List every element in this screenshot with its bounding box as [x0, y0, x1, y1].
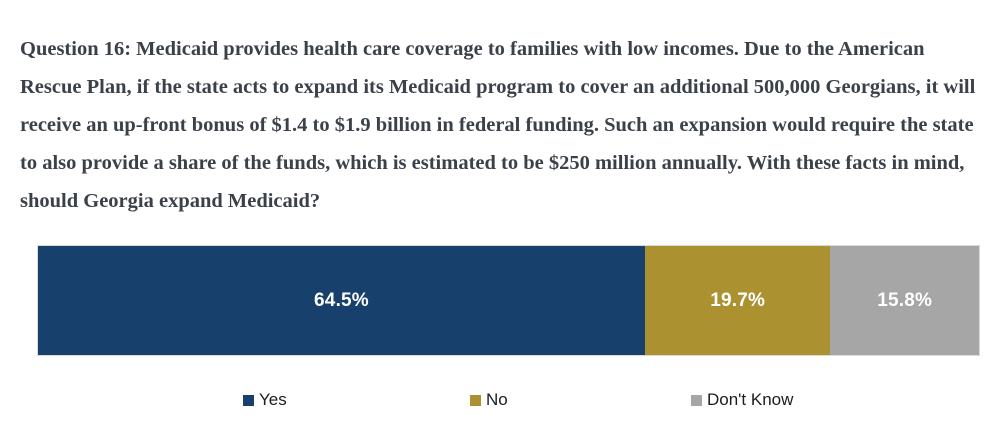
- legend-item-no: [470, 387, 508, 413]
- legend-item-dont-know: [691, 387, 793, 413]
- bar-value-label-dont-know: 15.8%: [877, 289, 933, 311]
- legend-label-yes: Yes: [259, 390, 287, 409]
- legend-item-yes: [243, 387, 287, 413]
- stacked-bar: [38, 246, 979, 355]
- bar-segment-no: [645, 246, 830, 355]
- bar-segment-yes: [38, 246, 645, 355]
- bar-value-label-no: 19.7%: [710, 289, 766, 311]
- stacked-bar-chart: [0, 230, 1000, 428]
- question-text: Question 16: Medicaid provides health care coverage to families with low incomes. Due to the American Rescue Plan, if the state acts to expand its Medicaid program to cover an additional 500,000 Georgians, it will receive an up-front bonus of $1.4 to $1.9 billion in federal funding. Such an expansion would require the state to also provide a share of the funds, which is estimated to be $250 million annually. With these facts in mind, should Georgia expand Medicaid?: [20, 37, 976, 212]
- legend-swatch-no-icon: [470, 395, 481, 406]
- bar-value-label-yes: 64.5%: [314, 289, 369, 311]
- legend-swatch-dont-know-icon: [691, 395, 702, 406]
- bar-segment-dont-know: [830, 246, 979, 355]
- legend-swatch-yes-icon: [243, 395, 254, 406]
- chart-legend: [0, 387, 1000, 413]
- legend-label-no: No: [486, 390, 508, 409]
- legend-label-dont-know: Don't Know: [707, 390, 794, 409]
